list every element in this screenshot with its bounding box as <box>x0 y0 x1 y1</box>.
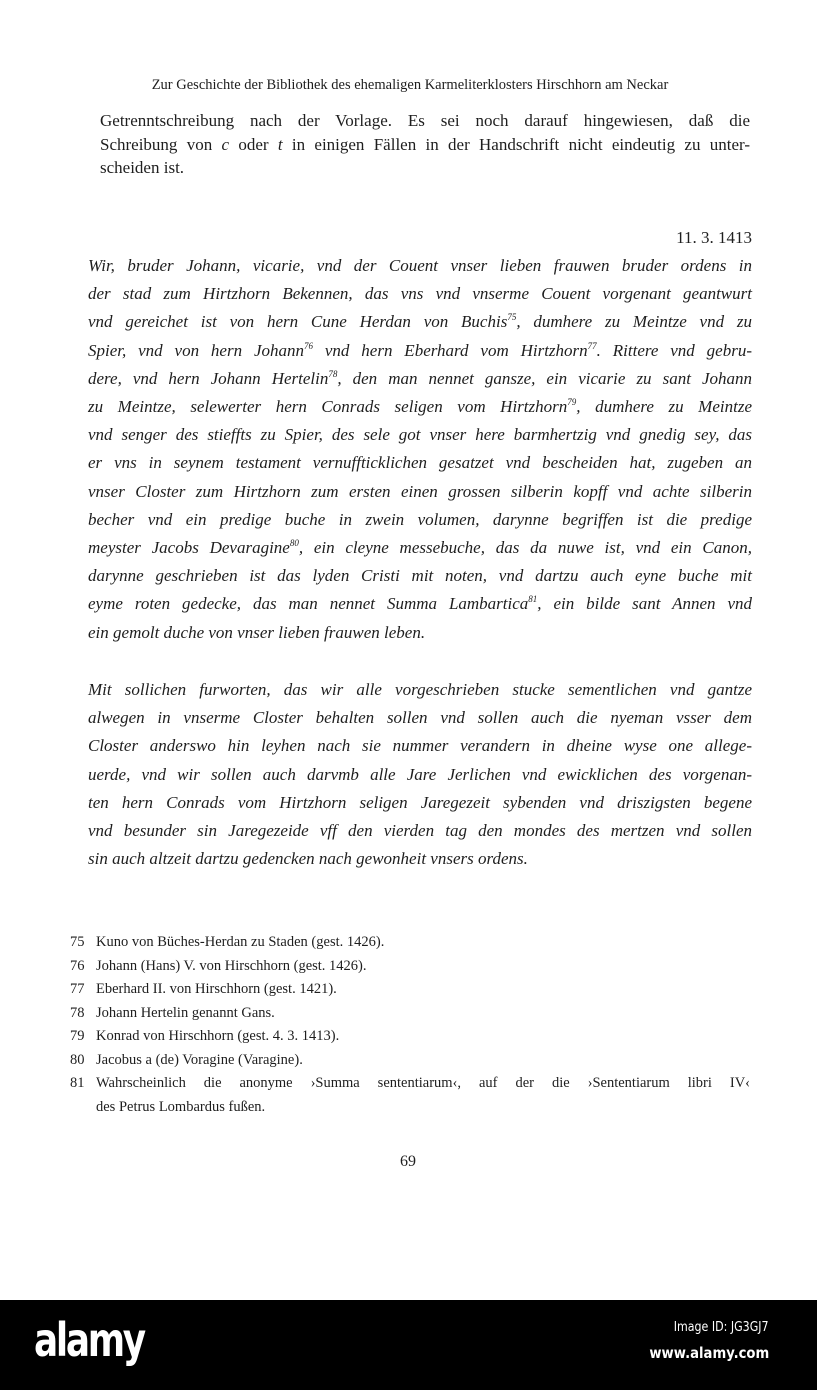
text-line: Wahrscheinlich die anonyme ›Summa sententiarum‹, auf der die ›Sententiarum libri IV‹ <box>96 1075 750 1091</box>
footnote-number: 80 <box>70 1051 85 1068</box>
text-line <box>88 449 752 477</box>
text-line <box>88 393 752 421</box>
footnote-reference: 78 <box>328 368 338 379</box>
footnote-text <box>96 1072 750 1119</box>
text-line: Eberhard II. von Hirschhorn (gest. 1421). <box>96 981 337 997</box>
page-number: 69 <box>400 1153 416 1170</box>
footnote-reference: 75 <box>507 312 517 323</box>
text-line <box>88 704 752 732</box>
text-line <box>88 252 752 280</box>
charter-paragraph-2 <box>88 676 752 873</box>
text-line <box>88 562 752 590</box>
text-line <box>100 133 750 157</box>
text-line: Konrad von Hirschhorn (gest. 4. 3. 1413). <box>96 1028 340 1044</box>
footnote-number: 78 <box>70 1004 85 1021</box>
text-run: der stad zum Hirtzhorn Bekennen, das vns vnd vnserme Couent vorgenant geantwurt <box>88 284 752 304</box>
footnote-text <box>96 955 750 979</box>
text-line <box>88 732 752 760</box>
footnote-80 <box>70 1049 750 1073</box>
footnotes <box>70 931 750 1119</box>
footnote-number: 81 <box>70 1075 85 1091</box>
footnote-reference: 76 <box>304 340 314 351</box>
watermark-banner <box>0 1300 817 1390</box>
text-run: vnd gereichet ist von hern Cune Herdan von Buchis <box>88 312 508 332</box>
text-run: meyster Jacobs Devaragine <box>88 538 290 558</box>
text-line <box>88 280 752 308</box>
footnote-text <box>96 978 750 1002</box>
footnote-number: 79 <box>70 1028 85 1044</box>
text-run: uerde, vnd wir sollen auch darvmb alle Jare Jerlichen vnd ewicklichen des vorgenan- <box>88 764 752 784</box>
text-line: Kuno von Büches-Herdan zu Staden (gest. 1426). <box>96 934 385 950</box>
text-line <box>88 365 752 393</box>
text-run: vnd hern Eberhard vom Hirtzhorn <box>313 340 588 360</box>
footnote-77 <box>70 978 750 1002</box>
text-line <box>88 308 752 336</box>
italic-run: t <box>277 134 283 154</box>
charter-date: 11. 3. 1413 <box>676 228 752 247</box>
text-run: Wir, bruder Johann, vicarie, vnd der Couent vnser lieben frauwen bruder ordens in <box>88 256 752 275</box>
alamy-logo: alamy <box>34 1313 144 1367</box>
text-run: Schreibung von <box>100 134 222 154</box>
footnote-reference: 80 <box>289 538 299 549</box>
text-run: Getrenntschreibung nach der Vorlage. Es sei noch darauf hingewiesen, daß die <box>100 111 750 130</box>
text-run: ten hern Conrads vom Hirtzhorn seligen Jaregezeit sybenden vnd driszigsten begene <box>88 792 752 812</box>
footnote-number: 77 <box>70 981 85 997</box>
text-line <box>88 676 752 704</box>
text-run: in einigen Fällen in der Handschrift nicht eindeutig zu unter- <box>282 134 750 154</box>
text-run: , den man nennet gansze, ein vicarie zu sant Johann <box>337 368 752 388</box>
footnote-78 <box>70 1002 750 1026</box>
text-run: Mit sollichen furworten, das wir alle vorgeschrieben stucke sementlichen vnd gantze <box>88 680 752 699</box>
text-run: , ein cleyne messebuche, das da nuwe ist, vnd ein Canon, <box>298 538 752 558</box>
text-line <box>88 534 752 562</box>
running-head: Zur Geschichte der Bibliothek des ehemaligen Karmeliterklosters Hirschhorn am Neckar <box>151 77 669 93</box>
text-line <box>88 337 752 365</box>
footnote-81 <box>70 1072 750 1119</box>
footnote-number: 75 <box>70 934 85 950</box>
intro-paragraph <box>100 109 750 180</box>
text-run: eyme roten gedecke, das man nennet Summa Lambartica <box>88 594 529 614</box>
text-line <box>100 156 750 180</box>
text-line <box>88 619 752 647</box>
text-line <box>88 845 752 873</box>
text-run: scheiden ist. <box>100 158 185 177</box>
footnote-text <box>96 1002 750 1026</box>
footnote-76 <box>70 955 750 979</box>
text-line <box>88 478 752 506</box>
text-line <box>88 817 752 845</box>
text-run: ein gemolt duche von vnser lieben frauwen leben. <box>88 622 426 642</box>
text-run: er vns in seynem testament vernuffticklichen gesatzet vnd bescheiden hat, zugeben an <box>88 453 752 473</box>
footnote-number: 76 <box>70 957 85 974</box>
text-line: des Petrus Lombardus fußen. <box>96 1098 266 1115</box>
text-run: dere, vnd hern Johann Hertelin <box>88 368 329 388</box>
footnote-reference: 79 <box>567 397 577 408</box>
text-run: , dumhere zu Meintze <box>576 397 752 417</box>
text-run: , dumhere zu Meintze vnd zu <box>516 312 752 332</box>
text-run: zu Meintze, selewerter hern Conrads seligen vom Hirtzhorn <box>88 397 568 417</box>
text-run: vnd senger des stieffts zu Spier, des sele got vnser here barmhertzig vnd gnedig sey, das <box>88 425 752 445</box>
text-run: vnd besunder sin Jaregezeide vff den vierden tag den mondes des mertzen vnd sollen <box>88 821 752 841</box>
site-url: www.alamy.com <box>649 1344 769 1362</box>
image-id-label: Image ID: JG3GJ7 <box>674 1320 769 1335</box>
text-line <box>88 421 752 449</box>
text-line <box>88 590 752 618</box>
text-run: Spier, vnd von hern Johann <box>88 340 305 360</box>
text-line: Johann (Hans) V. von Hirschhorn (gest. 1426). <box>96 957 367 974</box>
text-line <box>88 761 752 789</box>
text-run: darynne geschrieben ist das lyden Cristi mit noten, vnd dartzu auch eyne buche mit <box>88 566 752 586</box>
footnote-75 <box>70 931 750 955</box>
text-run: . Rittere vnd gebru- <box>596 340 752 360</box>
footnote-79 <box>70 1025 750 1049</box>
text-run: Closter anderswo hin leyhen nach sie nummer verandern in dheine wyse one allege- <box>88 736 752 756</box>
text-line <box>88 789 752 817</box>
charter-paragraph-1 <box>88 252 752 647</box>
text-run: oder <box>229 134 278 154</box>
text-run: alwegen in vnserme Closter behalten sollen vnd sollen auch die nyeman vsser dem <box>88 708 752 728</box>
footnote-text <box>96 1025 750 1049</box>
text-line <box>100 109 750 133</box>
text-line: Jacobus a (de) Voragine (Varagine). <box>96 1051 303 1068</box>
text-run: , ein bilde sant Annen vnd <box>537 594 752 614</box>
text-run: sin auch altzeit dartzu gedencken nach gewonheit vnsers ordens. <box>88 849 528 869</box>
italic-run: c <box>221 134 230 154</box>
text-run: becher vnd ein predige buche in zwein volumen, darynne begriffen ist die predige <box>88 509 752 529</box>
footnote-reference: 81 <box>528 594 538 605</box>
footnote-reference: 77 <box>587 340 597 351</box>
footnote-text <box>96 1049 750 1073</box>
footnote-text <box>96 931 750 955</box>
text-run: vnser Closter zum Hirtzhorn zum ersten einen grossen silberin kopff vnd achte silberin <box>88 481 752 501</box>
text-line: Johann Hertelin genannt Gans. <box>96 1004 275 1021</box>
text-line <box>88 506 752 534</box>
